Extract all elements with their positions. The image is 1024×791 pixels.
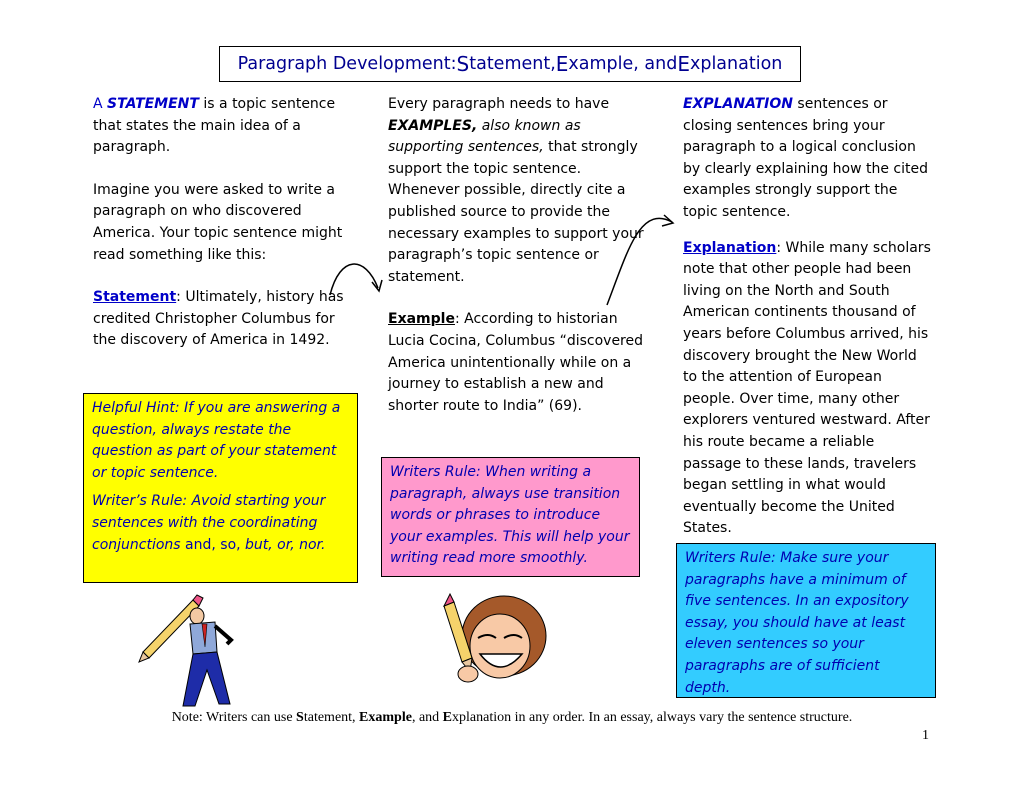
example-label: Example bbox=[388, 311, 455, 328]
page-number: 1 bbox=[922, 728, 929, 743]
explanation-label: Explanation bbox=[683, 239, 777, 256]
title-e1: E bbox=[555, 52, 569, 76]
explanation-keyword: EXPLANATION bbox=[683, 96, 793, 112]
statement-keyword: STATEMENT bbox=[107, 96, 199, 112]
arrow-statement-to-example bbox=[330, 264, 382, 295]
writers-rule-conjunctions: Writer’s Rule: Avoid starting your sentences with the coordinating conjunctions and, so, but, or, nor. bbox=[92, 493, 326, 553]
explanation-sample: Explanation: While many scholars note that other people had been living on the North and South American continents thousand of years before Columbus arrived, his discovery brought the New World to the attention of European people. Over time, many other explorers ventured westward. After his route became a reliable passage to these lands, travelers began settling in what would eventually become the United States. bbox=[683, 239, 931, 537]
explanation-definition: EXPLANATION sentences or closing sentences bring your paragraph to a logical conclusion by clearly explaining how the cited examples strongly support the topic sentence. bbox=[683, 96, 928, 220]
sentence-count-rule-text: Writers Rule: Make sure your paragraphs have a minimum of five sentences. In an expository essay, you should have at least eleven sentences so your paragraphs are of sufficient depth. bbox=[685, 550, 909, 696]
statement-definition: A STATEMENT is a topic sentence that states the main idea of a paragraph. bbox=[93, 96, 336, 156]
footer-note: Note: Writers can use Statement, Example, and Explanation in any order. In an essay, always vary the sentence structure. bbox=[171, 710, 853, 725]
statement-sample: Statement: Ultimately, history has credited Christopher Columbus for the discovery of America in 1492. bbox=[93, 289, 344, 349]
title-e2: E bbox=[677, 52, 690, 76]
example-sample: Example: According to historian Lucia Cocina, Columbus “discovered America unintentionally while on a journey to establish a new and shorter route to India” (69). bbox=[388, 311, 644, 414]
title-e1-rest: xample, and bbox=[568, 54, 678, 74]
title-s-rest: tatement, bbox=[469, 54, 556, 74]
examples-keyword: EXAMPLES, bbox=[388, 117, 478, 134]
helpful-hint-text: Helpful Hint: If you are answering a question, always restate the question as part of your statement or topic sentence. bbox=[92, 400, 341, 481]
title-e2-rest: xplanation bbox=[689, 54, 783, 74]
title-s: S bbox=[456, 52, 470, 76]
statement-intro: Imagine you were asked to write a paragraph on who discovered America. Your topic sentence might read something like this: bbox=[93, 181, 343, 263]
man-with-pencil-clipart bbox=[135, 592, 255, 710]
title-prefix: Paragraph Development: bbox=[237, 54, 457, 74]
transition-rule-text: Writers Rule: When writing a paragraph, always use transition words or phrases to introduce your examples. This will help your writing read more smoothly. bbox=[390, 464, 630, 567]
smiling-woman-clipart bbox=[438, 588, 548, 698]
example-definition: Every paragraph needs to have EXAMPLES, also known as supporting sentences, that strongly support the topic sentence. Whenever possible, directly cite a published source to provide the necessary examples to support your paragraph’s topic sentence or statement. bbox=[388, 96, 644, 285]
arrow-example-to-explanation bbox=[607, 215, 673, 305]
statement-label: Statement bbox=[93, 289, 177, 306]
